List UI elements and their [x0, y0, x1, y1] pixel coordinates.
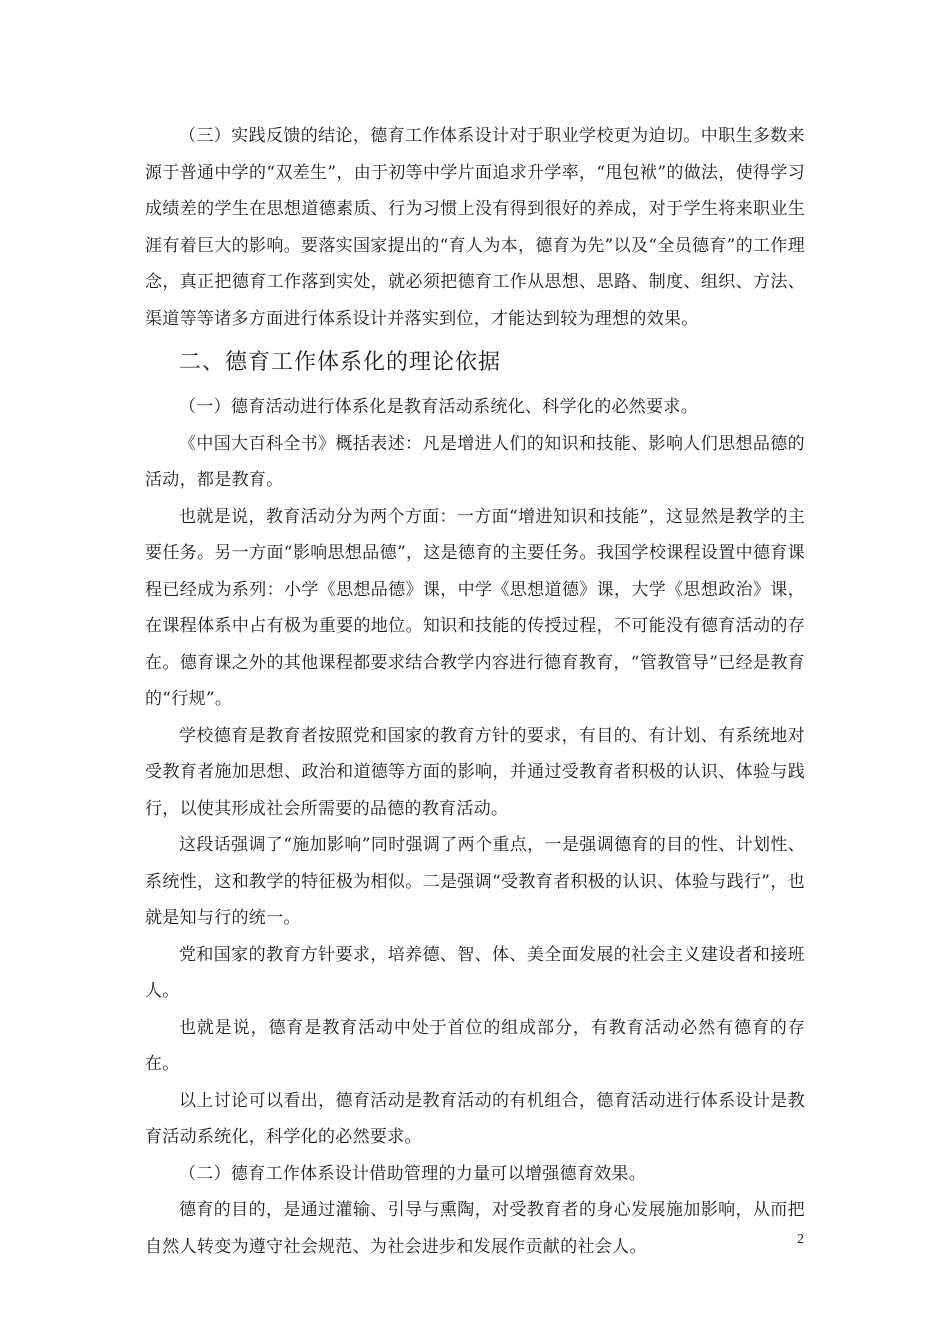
paragraph-school-moral-education: 学校德育是教育者按照党和国家的教育方针的要求，有目的、有计划、有系统地对受教育者施加思想、政治和道德等方面的影响，并通过受教育者积极的认识、体验与践行，以使其形成社会所需要的品德的教育活动。	[145, 725, 805, 819]
paragraph-policy: 党和国家的教育方针要求，培养德、智、体、美全面发展的社会主义建设者和接班人。	[145, 944, 805, 1001]
paragraph-education-two-aspects: 也就是说，教育活动分为两个方面：一方面“增进知识和技能”，这显然是教学的主要任务。另一方面“影响思想品德”，这是德育的主要任务。我国学校课程设置中德育课程已经成为系列：小学《思想品德》课，中学《思想道德》课，大学《思想政治》课，在课程体系中占有极为重要的地位。知识和技能的传授过程，不可能没有德育活动的存在。德育课之外的其他课程都要求结合教学内容进行德育教育，“管教管导”已经是教育的“行规”。	[145, 506, 805, 709]
paragraph-priority: 也就是说，德育是教育活动中处于首位的组成部分，有教育活动必然有德育的存在。	[145, 1017, 805, 1074]
section-heading: 二、德育工作体系化的理论依据	[179, 350, 502, 375]
paragraph-purpose: 德育的目的，是通过灌输、引导与熏陶，对受教育者的身心发展施加影响，从而把自然人转变为遵守社会规范、为社会进步和发展作贡献的社会人。	[145, 1200, 805, 1257]
paragraph-conclusion: 以上讨论可以看出，德育活动是教育活动的有机组合，德育活动进行体系设计是教育活动系统化，科学化的必然要求。	[145, 1090, 805, 1147]
paragraph-emphasis: 这段话强调了“施加影响”同时强调了两个重点，一是强调德育的目的性、计划性、系统性，这和教学的特征极为相似。二是强调“受教育者积极的认识、体验与践行”，也就是知与行的统一。	[145, 835, 805, 928]
paragraph-practice-conclusion: （三）实践反馈的结论，德育工作体系设计对于职业学校更为迫切。中职生多数来源于普通中学的“双差生”，由于初等中学片面追求升学率，“甩包袱”的做法，使得学习成绩差的学生在思想道德素质、行为习惯上没有得到很好的养成，对于学生将来职业生涯有着巨大的影响。要落实国家提出的“育人为本，德育为先”以及“全员德育”的工作理念，真正把德育工作落到实处，就必须把德育工作从思想、思路、制度、组织、方法、渠道等等诸多方面进行体系设计并落实到位，才能达到较为理想的效果。	[145, 126, 805, 329]
document-page	[145, 118, 805, 1265]
paragraph-subheading-1: （一）德育活动进行体系化是教育活动系统化、科学化的必然要求。	[179, 397, 698, 417]
page-number: 2	[797, 1232, 804, 1247]
paragraph-encyclopedia: 《中国大百科全书》概括表述：凡是增进人们的知识和技能、影响人们思想品德的活动，都是教育。	[145, 433, 805, 490]
paragraph-subheading-2: （二）德育工作体系设计借助管理的力量可以增强德育效果。	[179, 1163, 647, 1184]
